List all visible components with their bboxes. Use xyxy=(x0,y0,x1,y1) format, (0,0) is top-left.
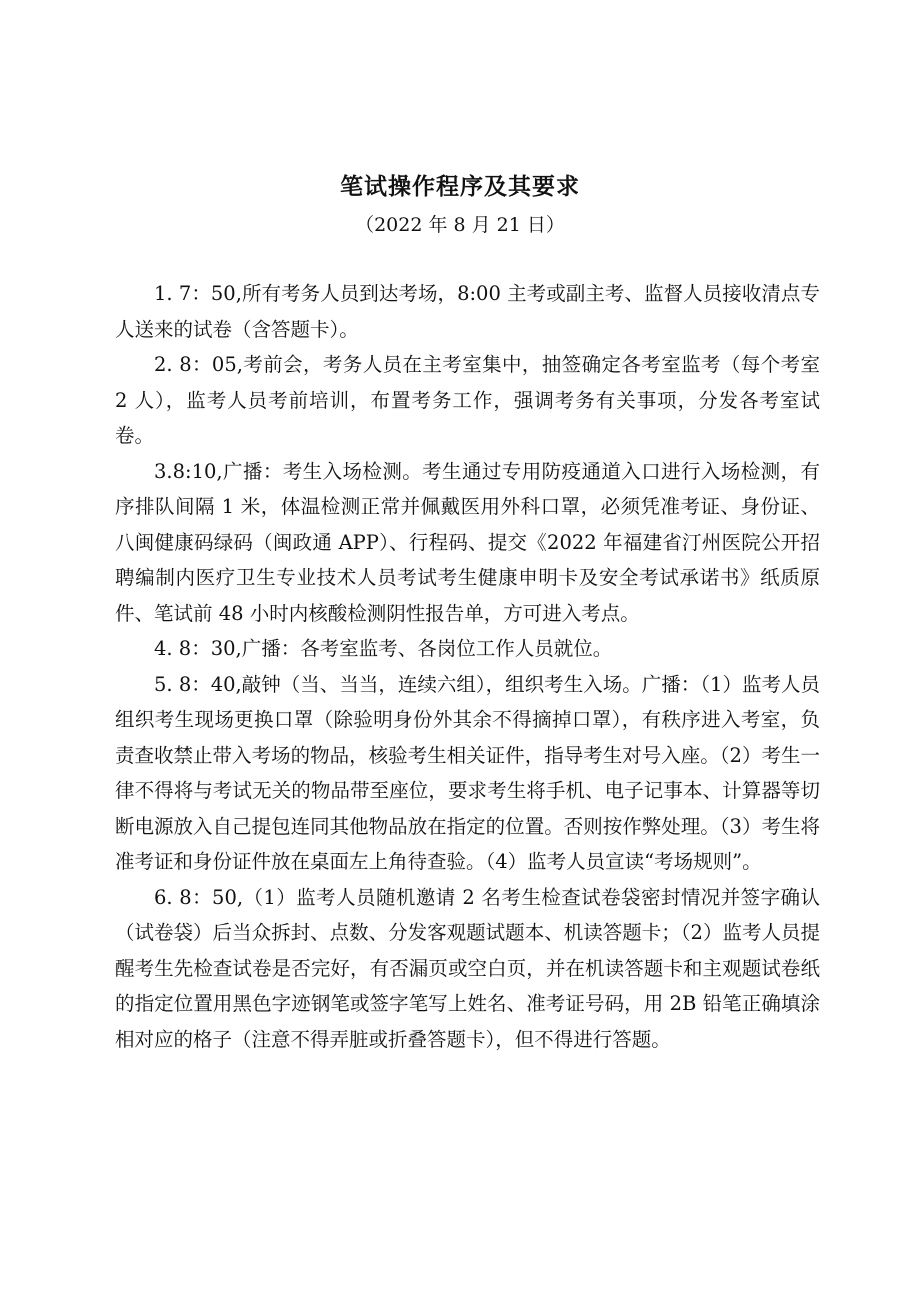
paragraph-step-5: 5. 8：40,敲钟（当、当当，连续六组），组织考生入场。广播：（1）监考人员组织考生现场更换口罩（除验明身份外其余不得摘掉口罩），有秩序进入考室，负责查收禁止带入考场的物品，核验考生相关证件，指导考生对号入座。（2）考生一律不得将与考试无关的物品带至座位，要求考生将手机、电子记事本、计算器等切断电源放入自己提包连同其他物品放在指定的位置。否则按作弊处理。（3）考生将准考证和身份证件放在桌面左上角待查验。（4）监考人员宣读“考场规则”。 xyxy=(115,672,820,873)
paragraph-step-2: 2. 8：05,考前会，考务人员在主考室集中，抽签确定各考室监考（每个考室 2 人），监考人员考前培训，布置考务工作，强调考务有关事项，分发各考室试卷。 xyxy=(115,353,820,447)
paragraph-step-1: 1. 7：50,所有考务人员到达考场，8:00 主考或副主考、监督人员接收清点专人送来的试卷（含答题卡）。 xyxy=(115,282,820,341)
paragraph-step-4: 4. 8：30,广播：各考室监考、各岗位工作人员就位。 xyxy=(154,637,613,660)
document-title: 笔试操作程序及其要求 xyxy=(340,174,580,200)
document-date: （2022 年 8 月 21 日） xyxy=(355,214,565,236)
paragraph-step-3: 3.8:10,广播：考生入场检测。考生通过专用防疫通道入口进行入场检测，有序排队间隔 1 米，体温检测正常并佩戴医用外科口罩，必须凭准考证、身份证、八闽健康码绿码（闽政通 APP）、行程码、提交《2022 年福建省汀州医院公开招聘编制内医疗卫生专业技术人员考试考生健康申明卡及安全考试承诺书》纸质原件、笔试前 48 小时内核酸检测阴性报告单，方可进入考点。 xyxy=(115,459,820,625)
paragraph-step-6: 6. 8：50,（1）监考人员随机邀请 2 名考生检查试卷袋密封情况并签字确认（试卷袋）后当众拆封、点数、分发客观题试题本、机读答题卡；（2）监考人员提醒考生先检查试卷是否完好，有否漏页或空白页，并在机读答题卡和主观题试卷纸的指定位置用黑色字迹钢笔或签字笔写上姓名、准考证号码，用 2B 铅笔正确填涂相对应的格子（注意不得弄脏或折叠答题卡），但不得进行答题。 xyxy=(115,885,820,1051)
document-body xyxy=(115,276,820,1057)
